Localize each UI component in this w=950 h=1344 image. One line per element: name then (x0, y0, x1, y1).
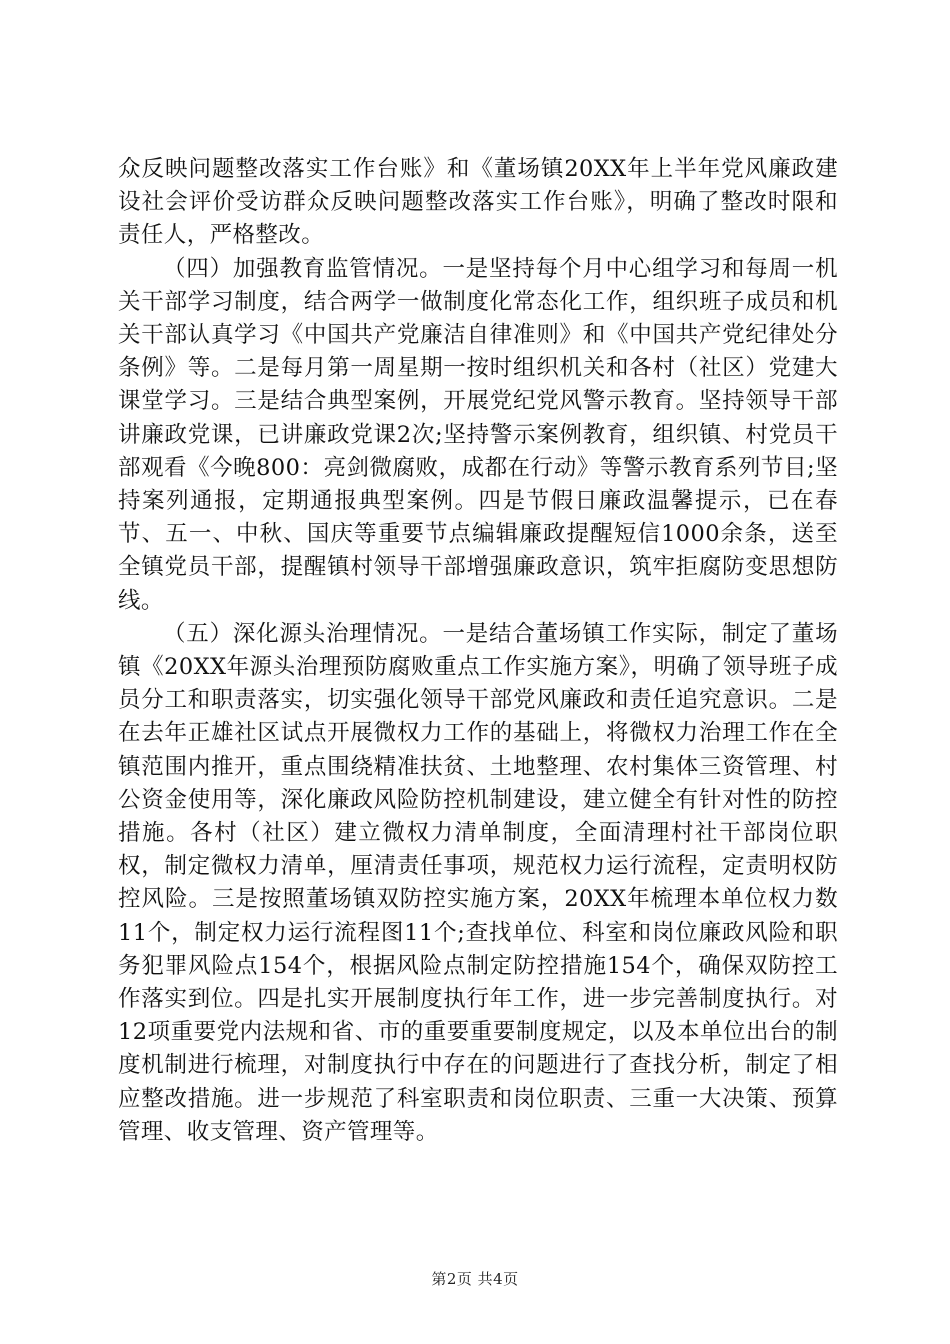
page-footer (0, 1268, 950, 1289)
paragraph-source-governance: （五）深化源头治理情况。一是结合董场镇工作实际，制定了董场镇《20XX年源头治理预防腐败重点工作实施方案》，明确了领导班子成员分工和职责落实，切实强化领导干部党风廉政和责任追究意识。二是在去年正雄社区试点开展微权力工作的基础上，将微权力治理工作在全镇范围内推开，重点围绕精准扶贫、土地整理、农村集体三资管理、村公资金使用等，深化廉政风险防控机制建设，建立健全有针对性的防控措施。各村（社区）建立微权力清单制度，全面清理村社干部岗位职权，制定微权力清单，厘清责任事项，规范权力运行流程，定责明权防控风险。三是按照董场镇双防控实施方案，20XX年梳理本单位权力数11个，制定权力运行流程图11个;查找单位、科室和岗位廉政风险和职务犯罪风险点154个，根据风险点制定防控措施154个，确保双防控工作落实到位。四是扎实开展制度执行年工作，进一步完善制度执行。对12项重要党内法规和省、市的重要重要制度规定，以及本单位出台的制度机制进行梳理，对制度执行中存在的问题进行了查找分析，制定了相应整改措施。进一步规范了科室职责和岗位职责、三重一大决策、预算管理、收支管理、资产管理等。 (118, 620, 838, 1145)
paragraph-education-supervision: （四）加强教育监管情况。一是坚持每个月中心组学习和每周一机关干部学习制度，结合两学一做制度化常态化工作，组织班子成员和机关干部认真学习《中国共产党廉洁自律准则》和《中国共产党纪律处分条例》等。二是每月第一周星期一按时组织机关和各村（社区）党建大课堂学习。三是结合典型案例，开展党纪党风警示教育。坚持领导干部讲廉政党课，已讲廉政党课2次;坚持警示案例教育，组织镇、村党员干部观看《今晚800：亮剑微腐败，成都在行动》等警示教育系列节目;坚持案列通报，定期通报典型案例。四是节假日廉政温馨提示，已在春节、五一、中秋、国庆等重要节点编辑廉政提醒短信1000余条，送至全镇党员干部，提醒镇村领导干部增强廉政意识，筑牢拒腐防变思想防线。 (118, 255, 838, 614)
paragraph-continuation: 众反映问题整改落实工作台账》和《董场镇20XX年上半年党风廉政建设社会评价受访群众反映问题整改落实工作台账》，明确了整改时限和责任人，严格整改。 (118, 156, 838, 249)
page-number: 第2页 共4页 (431, 1270, 519, 1288)
document-body (118, 153, 838, 1149)
